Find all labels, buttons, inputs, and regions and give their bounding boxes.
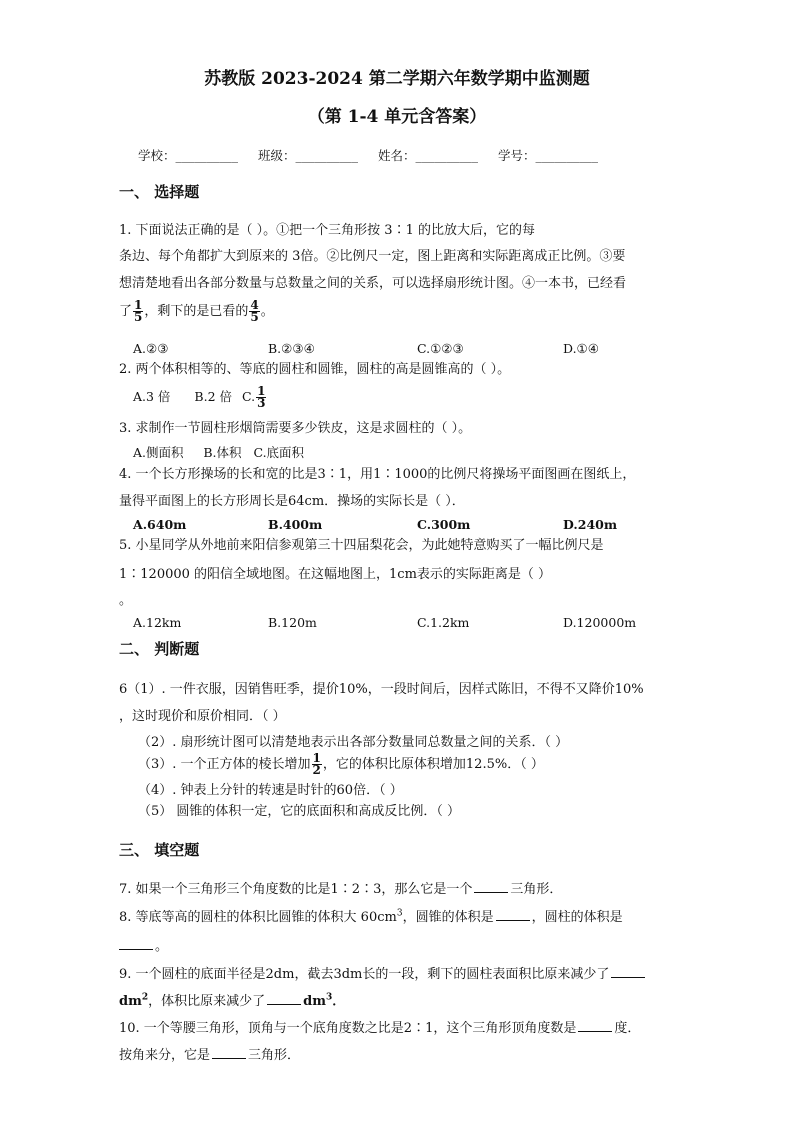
q1-option-a: A.②③	[133, 341, 169, 356]
section-heading-fill-blank: 三、 填空题	[119, 841, 200, 859]
q8-text-a: 8. 等底等高的圆柱的体积比圆锥的体积大 60cm	[119, 910, 397, 925]
q9-text-d: dm	[303, 994, 326, 1009]
q10-text-b: 度．	[614, 1021, 641, 1036]
q8-cube-exp: 3	[396, 908, 403, 919]
q2-option-b: B.2 倍	[194, 389, 233, 404]
q1-line4-c: 。	[260, 304, 274, 319]
q5-option-d: D.120000m	[563, 615, 637, 630]
class-field: 班级：__________	[258, 148, 359, 163]
q6-sub3-b: ，它的体积比原体积增加12.5%．（ ）	[322, 757, 544, 772]
q1-line4-a: 了	[119, 304, 133, 319]
q4-option-a: A.640m	[133, 517, 187, 532]
q4-option-b: B.400m	[268, 517, 323, 532]
q2-text: 2. 两个体积相等的、等底的圆柱和圆锥，圆柱的高是圆锥高的（ ）。	[119, 362, 511, 377]
q9-text-b: dm	[119, 994, 142, 1009]
q1-option-c: C.①②③	[417, 341, 464, 356]
q6-sub2: （2）. 扇形统计图可以清楚地表示出各部分数量同总数量之间的关系．（ ）	[138, 735, 569, 750]
q9-volume-blank[interactable]	[267, 993, 301, 1005]
page-title: 苏教版 2023-2024 第二学期六年数学期中监测题	[204, 69, 590, 89]
q6-sub3-a: （3）. 一个正方体的棱长增加	[138, 757, 311, 772]
q1-line4	[119, 300, 274, 323]
section-heading-judgment: 二、 判断题	[119, 640, 200, 658]
q4-line2: 量得平面图上的长方形周长是64cm．操场的实际长是（ ）．	[119, 494, 465, 509]
q10-text-a: 10. 一个等腰三角形，顶角与一个底角度数之比是2∶1，这个三角形顶角度数是	[119, 1021, 577, 1036]
q7-text	[119, 878, 562, 897]
q6-sub3	[138, 753, 544, 776]
q1-line2: 条边、每个角都扩大到原来的 3倍。②比例尺一定，图上距离和实际距离成正比例。③要	[119, 249, 626, 264]
q3-text: 3. 求制作一节圆柱形烟筒需要多少铁皮，这是求圆柱的（ ）。	[119, 421, 472, 436]
q10-angle-blank[interactable]	[578, 1020, 612, 1032]
q5-option-c: C.1.2km	[417, 615, 470, 630]
q10-text-d: 三角形．	[248, 1048, 301, 1063]
fraction-one-fifth: $\frac{1}{5}$	[134, 298, 143, 324]
fraction-four-fifths: $\frac{4}{5}$	[250, 298, 259, 324]
q5-line1: 5. 小星同学从外地前来阳信参观第三十四届梨花会，为此她特意购买了一幅比例尺是	[119, 538, 604, 553]
fraction-one-third: $\frac{1}{3}$	[257, 384, 266, 410]
q9-surface-blank[interactable]	[611, 966, 645, 978]
q6-sub4: （4）. 钟表上分针的转速是时针的60倍．（ ）	[138, 783, 403, 798]
section-heading-choice: 一、 选择题	[119, 183, 200, 201]
q9-cube-exp: 3	[326, 992, 333, 1003]
q5-line2: 1∶120000 的阳信全域地图。在这幅地图上，1cm表示的实际距离是（ ）	[119, 567, 552, 582]
q8-text-b: ，圆锥的体积是	[402, 910, 494, 925]
q9-text-e: ．	[332, 994, 346, 1009]
q1-line4-b: ，剩下的是已看的	[144, 304, 249, 319]
q10-line1	[119, 1017, 640, 1036]
q5-option-a: A.12km	[133, 615, 182, 630]
student-info-row	[138, 146, 614, 164]
q2-option-a: A.3 倍	[133, 389, 171, 404]
page-subtitle: （第 1-4 单元含答案）	[307, 107, 487, 127]
q7-blank[interactable]	[474, 881, 508, 893]
q9-text-c: ，体积比原来减少了	[148, 994, 266, 1009]
q4-option-c: C.300m	[417, 517, 471, 532]
q7-text-a: 7. 如果一个三角形三个角度数的比是1∶2∶3，那么它是一个	[119, 882, 473, 897]
q8-line1	[119, 906, 623, 925]
q8-line2	[119, 935, 168, 954]
q1-line3: 想清楚地看出各部分数量与总数量之间的关系，可以选择扇形统计图。④一本书，已经看	[119, 276, 627, 291]
school-field: 学校：__________	[138, 148, 239, 163]
fraction-one-half: $\frac{1}{2}$	[312, 751, 321, 777]
q7-text-b: 三角形．	[510, 882, 563, 897]
q8-cylinder-blank[interactable]	[119, 938, 153, 950]
q9-square-exp: 2	[141, 992, 149, 1003]
q1-line1: 1. 下面说法正确的是（ ）。①把一个三角形按 3∶1 的比放大后，它的每	[119, 223, 535, 238]
q8-text-c: ，圆柱的体积是	[531, 910, 623, 925]
q2-options	[133, 386, 267, 409]
q1-option-b: B.②③④	[268, 341, 315, 356]
q10-text-c: 按角来分，它是	[119, 1048, 211, 1063]
q2-option-c: C.	[242, 389, 256, 404]
q6-line1: 6（1）. 一件衣服，因销售旺季，提价10%，一段时间后，因样式陈旧，不得不又降价10%	[119, 682, 644, 697]
q4-line1: 4. 一个长方形操场的长和宽的比是3∶1，用1∶1000的比例尺将操场平面图画在图纸上，	[119, 467, 636, 482]
q10-line2	[119, 1044, 300, 1063]
student-id-field: 学号：__________	[498, 148, 599, 163]
q6-sub5: （5） 圆锥的体积一定，它的底面积和高成反比例．（ ）	[138, 804, 461, 819]
q9-line2	[119, 990, 345, 1009]
q10-type-blank[interactable]	[212, 1047, 246, 1059]
q3-options: A.侧面积 B.体积 C.底面积	[133, 445, 305, 460]
q6-line2: ，这时现价和原价相同．（ ）	[119, 709, 286, 724]
q5-option-b: B.120m	[268, 615, 317, 630]
q9-line1	[119, 963, 647, 982]
name-field: 姓名：__________	[378, 148, 479, 163]
q8-cone-blank[interactable]	[496, 909, 530, 921]
q8-text-d: 。	[155, 939, 169, 954]
q4-option-d: D.240m	[563, 517, 618, 532]
q5-line3: 。	[119, 593, 133, 608]
q1-option-d: D.①④	[563, 341, 599, 356]
q9-text-a: 9. 一个圆柱的底面半径是2dm，截去3dm长的一段，剩下的圆柱表面积比原来减少了	[119, 967, 610, 982]
